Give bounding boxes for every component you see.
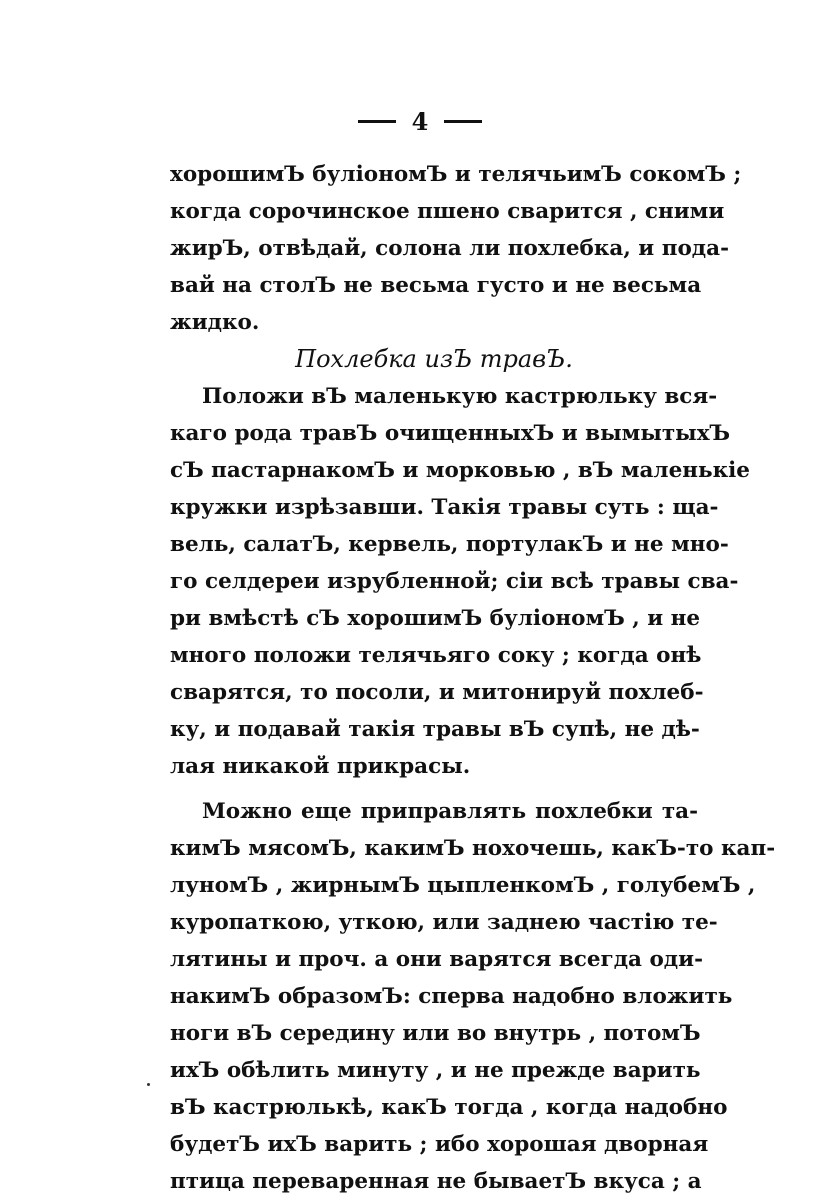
text-line: Можно еще приправлять похлебки та- — [202, 799, 698, 824]
section-heading: Похлебка изЪ травЪ. — [295, 345, 573, 373]
text-line: когда сорочинское пшено сварится , сними — [170, 199, 725, 224]
text-line: жирЪ, отвѣдай, солона ли похлебка, и пода- — [170, 236, 729, 261]
text-line: каго рода травЪ очищенныхЪ и вымытыхЪ — [170, 421, 731, 446]
text-line: го селдереи изрубленной; сіи всѣ травы сва- — [170, 569, 739, 594]
text-line: луномЪ , жирнымЪ цыпленкомЪ , голубемЪ , — [170, 873, 756, 898]
text-line: кимЪ мясомЪ, какимЪ нохочешь, какЪ-то кап- — [170, 836, 776, 861]
text-line: вЪ кастрюлькѣ, какЪ тогда , когда надобно — [170, 1095, 728, 1120]
text-line: будетЪ ихЪ варить ; ибо хорошая дворная — [170, 1132, 709, 1157]
text-line: вель, салатЪ, кервель, портулакЪ и не мно- — [170, 532, 729, 557]
text-line: вай на столЪ не весьма густо и не весьма — [170, 273, 702, 298]
text-line: ку, и подавай такія травы вЪ супѣ, не дѣ- — [170, 717, 700, 742]
text-line: лая никакой прикрасы. — [170, 754, 471, 779]
text-line: лятины и проч. а они варятся всегда оди- — [170, 947, 703, 972]
text-line: кружки изрѣзавши. Такія травы суть : ща- — [170, 495, 719, 520]
right-dash — [444, 120, 482, 123]
text-line: сЪ пастарнакомЪ и морковью , вЪ маленькіе — [170, 458, 750, 483]
text-line: ноги вЪ середину или во внутрь , потомЪ — [170, 1021, 701, 1046]
text-line: жидко. — [170, 310, 260, 335]
text-line: куропаткою, уткою, или заднею частію те- — [170, 910, 718, 935]
text-column — [170, 156, 776, 1200]
text-line: сварятся, то посоли, и митонируй похлеб- — [170, 680, 704, 705]
page-header — [0, 108, 840, 136]
page-number: 4 — [411, 107, 429, 136]
left-dash — [358, 120, 396, 123]
text-line: много положи телячьяго соку ; когда онѣ — [170, 643, 702, 668]
text-line: ри вмѣстѣ сЪ хорошимЪ буліономЪ , и не — [170, 606, 701, 631]
text-line: птица переваренная не бываетЪ вкуса ; а — [170, 1169, 702, 1194]
text-line: Положи вЪ маленькую кастрюльку вся- — [202, 384, 718, 409]
text-line: ихЪ обѣлить минуту , и не прежде варить — [170, 1058, 701, 1083]
ink-speck — [147, 1083, 150, 1086]
text-line: накимЪ образомЪ: сперва надобно вложить — [170, 984, 733, 1009]
text-line: хорошимЪ буліономЪ и телячьимЪ сокомЪ ; — [170, 162, 742, 187]
